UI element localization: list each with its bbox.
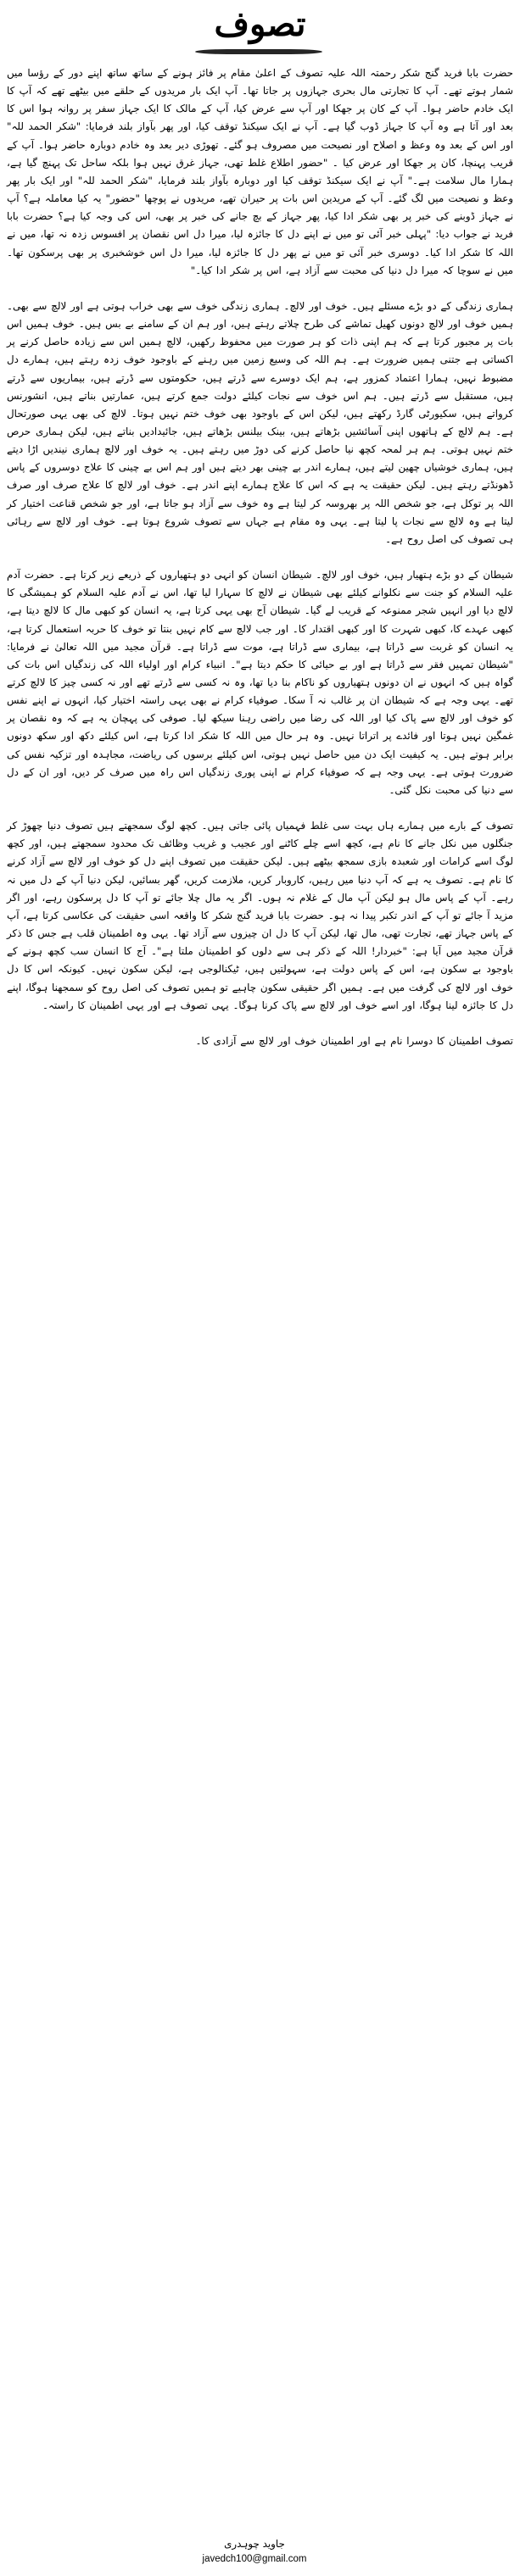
page-title: تصوف bbox=[214, 4, 306, 44]
article-paragraph: تصوف کے بارے میں ہمارے ہاں بہت سی غلط فہمیاں پائی جاتی ہیں۔ کچھ لوگ سمجھتے ہیں تصوف دنیا چھوڑ کر جنگلوں میں نکل جانے کا نام ہے، کچھ اسے چلے کاٹنے اور عجیب و غریب وظائف تک محدود سمجھتے ہیں، اور کچھ لوگ اسے کرامات اور شعبدہ بازی سمجھ بیٹھے ہیں۔ لیکن حقیقت میں تصوف اپنے دل کو خوف اور لالچ سے آزاد کرنے کا نام ہے۔ تصوف یہ ہے کہ آپ دنیا میں رہیں، کاروبار کریں، ملازمت کریں، گھر بسائیں، لیکن دنیا آپ کے دل میں نہ رہے۔ آپ کے پاس مال ہو لیکن آپ مال کے غلام نہ ہوں۔ اگر یہ مال چلا جائے تو آپ کا دل پرسکون رہے، اور اگر مزید آ جائے تو آپ کے اندر تکبر پیدا نہ ہو۔ حضرت بابا فرید گنج شکر کا واقعہ اسی حقیقت کی عکاسی کرتا ہے، آپ کے پاس جہاز تھے، تجارت تھی، مال تھا، لیکن آپ کا دل ان چیزوں سے آزاد تھا۔ یہی وہ اطمینان قلب ہے جس کا ذکر قرآن مجید میں آیا ہے: "خبردار! اللہ کے ذکر ہی سے دلوں کو اطمینان ملتا ہے"۔ آج کا انسان سب کچھ ہونے کے باوجود بے سکون ہے، اس کے پاس دولت ہے، سہولتیں ہیں، ٹیکنالوجی ہے، لیکن سکون نہیں۔ کیونکہ اس کا دل خوف اور لالچ کی گرفت میں ہے۔ ہمیں اگر حقیقی سکون چاہیے تو ہمیں تصوف کی اصل روح کو سمجھنا ہوگا، اپنے دل کا جائزہ لینا ہوگا، اور اسے خوف اور لالچ سے پاک کرنا ہوگا۔ یہی تصوف ہے اور یہی اطمینان کا راستہ۔ bbox=[7, 820, 513, 1011]
article-closing-line: تصوف اطمینان کا دوسرا نام ہے اور اطمینان خوف اور لالچ سے آزادی کا۔ bbox=[195, 1034, 513, 1047]
article-paragraph: ہماری زندگی کے دو بڑے مسئلے ہیں۔ خوف اور لالچ۔ ہماری زندگی خوف سے بھی خراب ہوتی ہے اور لالچ سے بھی۔ ہمیں خوف اور لالچ دونوں کھیل تماشے کی طرح چلاتے رہتے ہیں، اور ہم ان کے سامنے بے بس ہیں۔ خوف ہمیں اس بات پر مجبور کرتا ہے کہ ہم اپنی ذات کو ہر صورت میں محفوظ رکھیں، لالچ ہمیں اس سے زیادہ حاصل کرنے پر اکساتی ہے جتنی ہمیں ضرورت ہے۔ ہم اللہ کی وسیع زمین میں رہنے کے باوجود خوف زدہ رہتے ہیں، ہمارے دل مضبوط نہیں، ہمارا اعتماد کمزور ہے، ہم ایک دوسرے سے ڈرتے ہیں، حکومتوں سے ڈرتے ہیں، بیماریوں سے ڈرتے ہیں، مستقبل سے ڈرتے ہیں۔ ہم اس خوف سے نجات کیلئے دولت جمع کرتے ہیں، عمارتیں بناتے ہیں، انشورنس کرواتے ہیں، سکیورٹی گارڈ رکھتے ہیں، لیکن اس کے باوجود بھی خوف ختم نہیں ہوتا۔ لالچ کی بھی یہی صورتحال ہے۔ ہم لالچ کے ہاتھوں اپنی آسائشیں بڑھاتے ہیں، بینک بیلنس بڑھاتے ہیں، جائیدادیں بناتے ہیں، لیکن ہماری حرص ختم نہیں ہوتی۔ ہم ہر لمحہ کچھ نیا حاصل کرنے کی دوڑ میں رہتے ہیں۔ یہ خوف اور لالچ ہماری نیندیں اڑا دیتے ہیں، ہماری خوشیاں چھین لیتے ہیں، ہمارے اندر بے چینی بھر دیتے ہیں اور ہم اس بے چینی کا علاج دوسروں کے پاس ڈھونڈتے رہتے ہیں۔ لیکن حقیقت یہ ہے کہ اس کا علاج ہمارے اپنے اندر ہے۔ خوف اور لالچ کا علاج صرف اور صرف اللہ پر توکل ہے، جو شخص اللہ پر بھروسہ کر لیتا ہے وہ خوف سے آزاد ہو جاتا ہے، اور جو شخص قناعت اختیار کر لیتا ہے وہ لالچ سے نجات پا لیتا ہے۔ یہی وہ مقام ہے جہاں سے تصوف شروع ہوتا ہے۔ خوف اور لالچ سے رہائی ہی تصوف کی اصل روح ہے۔ bbox=[7, 299, 513, 545]
title-block bbox=[0, 2, 520, 58]
article-body bbox=[7, 64, 513, 1050]
author-name: جاوید چوہدری bbox=[224, 2538, 285, 2550]
title-underline-decoration bbox=[195, 49, 322, 54]
article-paragraph: شیطان کے دو بڑے ہتھیار ہیں، خوف اور لالچ۔ شیطان انسان کو انہی دو ہتھیاروں کے ذریعے زیر کرتا ہے۔ حضرت آدم علیہ السلام کو جنت سے نکلوانے کیلئے بھی شیطان نے لالچ کا سہارا لیا تھا، اس نے آدم علیہ السلام کو ہمیشگی کا لالچ دیا اور انہیں شجر ممنوعہ کے قریب لے گیا۔ شیطان آج بھی یہی کرتا ہے، یہ انسان کو کبھی مال کا لالچ دیتا ہے، کبھی عہدے کا، کبھی شہرت کا اور کبھی اقتدار کا۔ اور جب لالچ سے کام نہیں بنتا تو خوف کا حربہ استعمال کرتا ہے، یہ انسان کو غربت سے ڈراتا ہے، بیماری سے ڈراتا ہے، موت سے ڈراتا ہے۔ قرآن مجید میں اللہ تعالیٰ نے فرمایا: "شیطان تمہیں فقر سے ڈراتا ہے اور بے حیائی کا حکم دیتا ہے"۔ انبیاء کرام اور اولیاء اللہ کی زندگیاں اس بات کی گواہ ہیں کہ انہوں نے ان دونوں ہتھیاروں کو ناکام بنا دیا تھا، وہ نہ کسی سے ڈرتے تھے اور نہ کسی چیز کا لالچ کرتے تھے۔ یہی وجہ ہے کہ شیطان ان پر غالب نہ آ سکا۔ صوفیاء کرام نے بھی یہی راستہ اختیار کیا، انہوں نے اپنے نفس کو خوف اور لالچ سے پاک کیا اور اللہ کی رضا میں راضی رہنا سیکھ لیا۔ صوفی کی پہچان یہ ہے کہ وہ نقصان پر غمگین نہیں ہوتا اور فائدے پر اتراتا نہیں۔ وہ ہر حال میں اللہ کا شکر ادا کرتا ہے، اس کیلئے دکھ اور سکھ دونوں برابر ہوتے ہیں۔ یہ کیفیت ایک دن میں حاصل نہیں ہوتی، اس کیلئے برسوں کی ریاضت، مجاہدہ اور تزکیہ نفس کی ضرورت ہوتی ہے۔ یہی وجہ ہے کہ صوفیاء کرام نے اپنی پوری زندگیاں اس راہ میں صرف کر دیں، اور ان کے دل سے دنیا کی محبت نکل گئی۔ bbox=[6, 569, 513, 796]
article-paragraph: حضرت بابا فرید گنج شکر رحمتہ اللہ علیہ تصوف کے اعلیٰ مقام پر فائز ہونے کے ساتھ ساتھ اپنے دور کے رؤسا میں شمار ہوتے تھے۔ آپ کا تجارتی مال بحری جہازوں پر جاتا تھا۔ آپ ایک بار مریدوں کے حلقے میں بیٹھے تھے کہ آپ کا ایک خادم حاضر ہوا۔ آپ کے کان پر جھکا اور آپ سے عرض کیا، آپ کے مالک کا ایک جہاز سفر پر روانہ ہوا اس کا بعد اور آتا ہے وہ آپ کا جہاز ڈوب گیا ہے۔ آپ نے ایک سیکنڈ توقف کیا، اور پھر بآواز بلند فرمایا: "شکر الحمد للہ" اور اس کے بعد وہ وعظ و اصلاح اور نصیحت میں مصروف ہو گئے۔ تھوڑی دیر بعد وہ خادم دوبارہ حاضر ہوا۔ آپ کے قریب پہنچا، کان پر جھکا اور عرض کیا ۔ "حضور اطلاع غلط تھی، جہاز غرق نہیں ہوا بلکہ ساحل تک پہنچ گیا ہے، ہمارا مال سلامت ہے۔" آپ نے ایک سیکنڈ توقف کیا اور دوبارہ بآواز بلند فرمایا، "شکر الحمد للہ" اور ایک بار پھر وعظ و نصیحت میں لگ گئے۔ آپ کے مریدین اس بات پر حیران تھے، مریدوں نے پوچھا "حضور" یہ کیا معاملہ ہے؟ آپ نے جہاز ڈوبنے کی خبر پر بھی شکر ادا کیا، پھر جہاز کے بچ جانے کی خبر پر بھی، اس کی وجہ کیا ہے؟ حضرت بابا فرید نے جواب دیا: "پہلی خبر آئی تو میں نے اپنے دل کا جائزہ لیا، میرا دل اس نقصان پر افسوس زدہ نہ تھا، میں نے اللہ کا شکر ادا کیا۔ دوسری خبر آئی تو میں نے پھر دل کا جائزہ لیا، میرا دل اس خوشخبری پر بھی پرسکون تھا۔ میں نے سوچا کہ میرا دل دنیا کی محبت سے آزاد ہے، اس پر شکر ادا کیا۔" bbox=[7, 67, 513, 276]
author-email[interactable]: javedch100@gmail.com bbox=[202, 2554, 307, 2564]
